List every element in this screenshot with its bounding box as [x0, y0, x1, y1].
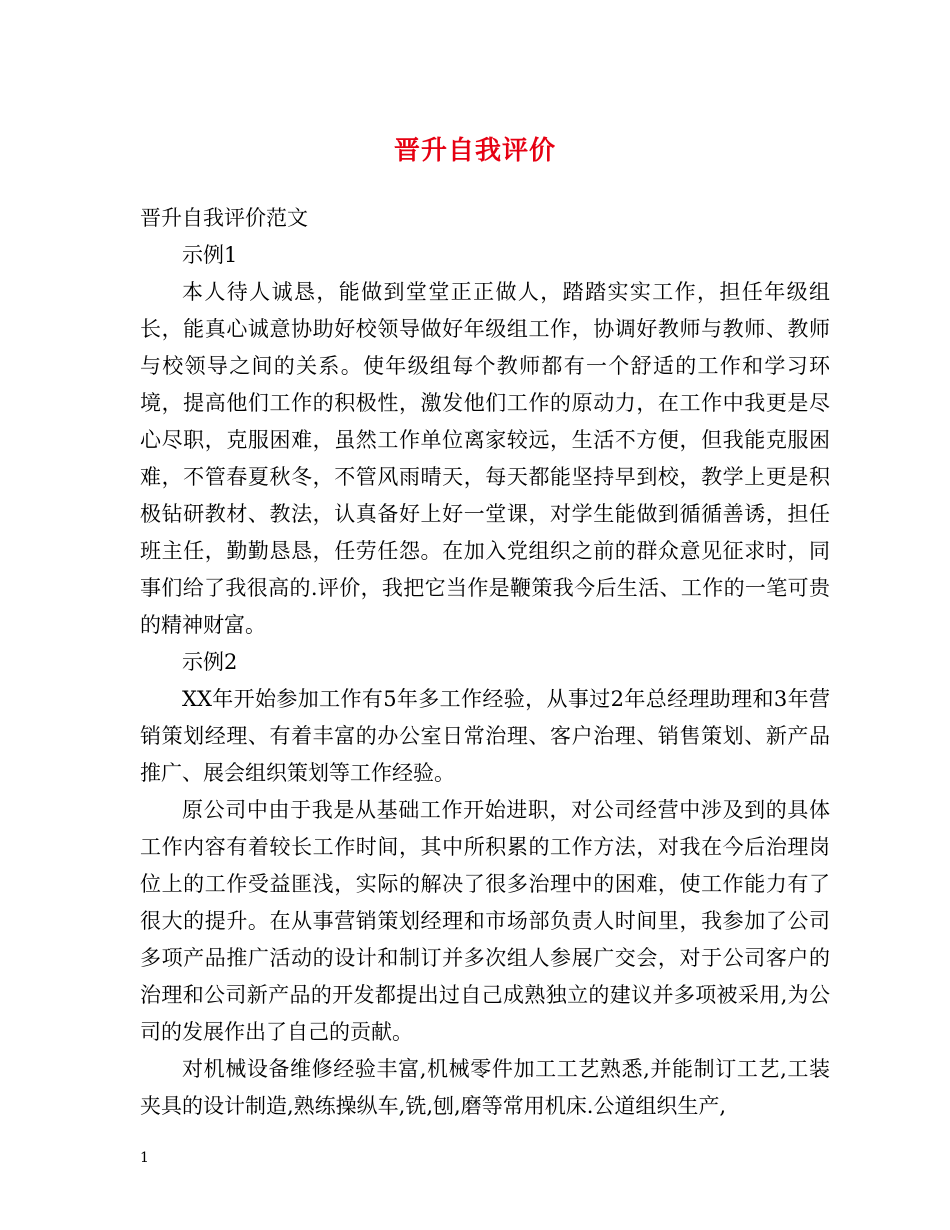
paragraph-example-2-heading: 示例2: [182, 650, 238, 674]
paragraph-example-1-heading: 示例1: [182, 243, 238, 267]
page-number: 1: [140, 1150, 149, 1166]
paragraph-example-1-body: 本人待人诚恳，能做到堂堂正正做人，踏踏实实工作，担任年级组长，能真心诚意协助好校领导做好年级组工作，协调好教师与教师、教师与校领导之间的关系。使年级组每个教师都有一个舒适的工作和学习环境，提高他们工作的积极性，激发他们工作的原动力，在工作中我更是尽心尽职，克服困难，虽然工作单位离家较远，生活不方便，但我能克服困难，不管春夏秋冬，不管风雨晴天，每天都能坚持早到校，教学上更是积极钻研教材、教法，认真备好上好一堂课，对学生能做到循循善诱，担任班主任，勤勤恳恳，任劳任怨。在加入党组织之前的群众意见征求时，同事们给了我很高的.评价，我把它当作是鞭策我今后生活、工作的一笔可贵的精神财富。: [140, 280, 830, 637]
paragraph-machinery-skills: 对机械设备维修经验丰富,机械零件加工工艺熟悉,并能制订工艺,工装夹具的设计制造,熟练操纵车,铣,刨,磨等常用机床.公道组织生产,: [140, 1057, 830, 1118]
document-body: [140, 200, 830, 1125]
paragraph-work-experience: XX年开始参加工作有5年多工作经验，从事过2年总经理助理和3年营销策划经理、有着丰富的办公室日常治理、客户治理、销售策划、新产品推广、展会组织策划等工作经验。: [140, 687, 830, 785]
document-title: 晋升自我评价: [393, 136, 556, 166]
document-subtitle: 晋升自我评价范文: [140, 206, 308, 230]
paragraph-company-experience: 原公司中由于我是从基础工作开始进职，对公司经营中涉及到的具体工作内容有着较长工作时间，其中所积累的工作方法，对我在今后治理岗位上的工作受益匪浅，实际的解决了很多治理中的困难，使工作能力有了很大的提升。在从事营销策划经理和市场部负责人时间里，我参加了公司多项产品推广活动的设计和制订并多次组人参展广交会，对于公司客户的治理和公司新产品的开发都提出过自己成熟独立的建议并多项被采用,为公司的发展作出了自己的贡献。: [140, 798, 830, 1044]
